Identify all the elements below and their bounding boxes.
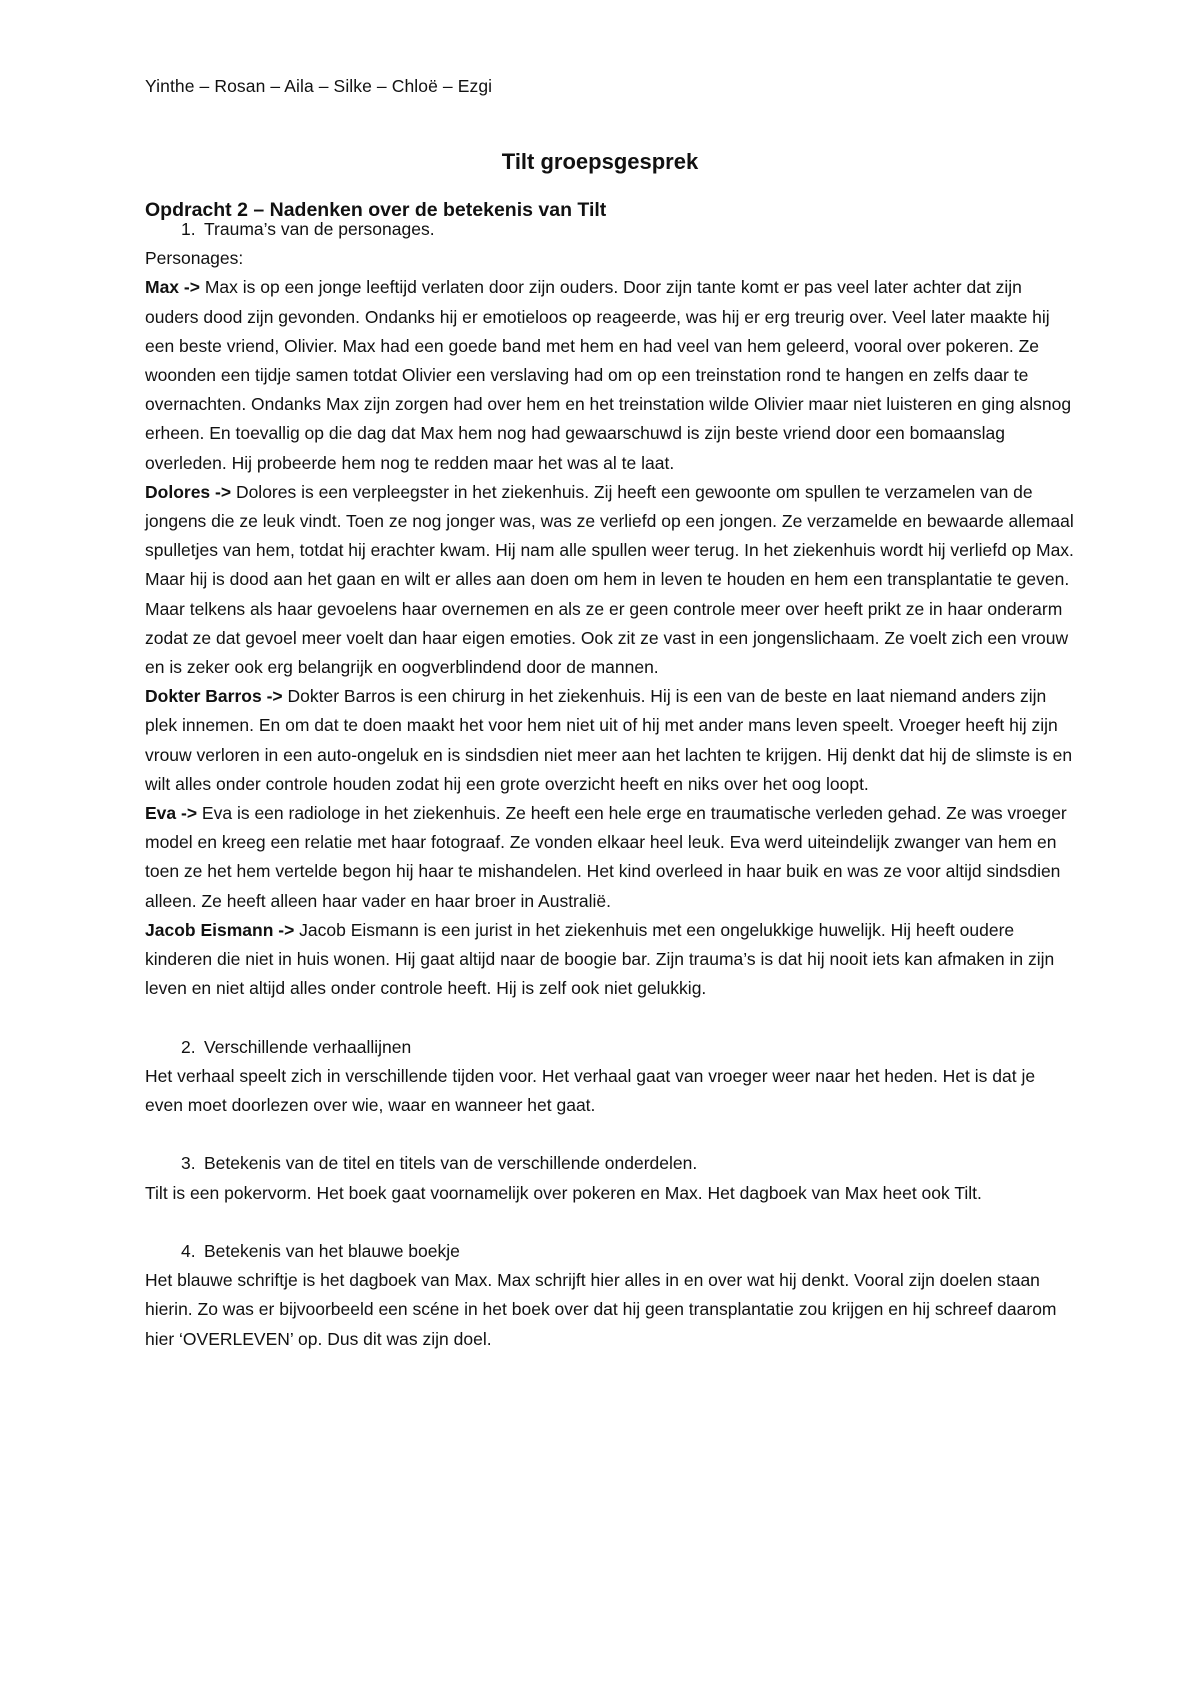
character-name: Max -> (145, 277, 200, 298)
authors-line: Yinthe – Rosan – Aila – Silke – Chloë – Ezgi (145, 76, 493, 96)
character-name: Dokter Barros -> (145, 686, 283, 707)
question-number: 4. (181, 1241, 196, 1262)
character-description: Jacob Eismann is een jurist in het ziekenhuis met een ongelukkige huwelijk. Hij heeft oudere kinderen die niet in huis wonen. Hij gaat altijd naar de boogie bar. Zijn trauma’s is dat hij nooit iets kan afmaken in zijn leven en niet altijd alles onder controle heeft. Hij is zelf ook niet gelukkig. (145, 919, 1055, 999)
document-body (145, 215, 1075, 1354)
question-label: Verschillende verhaallijnen (204, 1036, 412, 1057)
character-eva (145, 799, 1075, 916)
character-max (145, 273, 1075, 477)
answer-2: Het verhaal speelt zich in verschillende tijden voor. Het verhaal gaat van vroeger weer naar het heden. Het is dat je even moet doorlezen over wie, waar en wanneer het gaat. (145, 1065, 1036, 1116)
document-title: Tilt groepsgesprek (501, 149, 699, 174)
question-2 (145, 1033, 1075, 1062)
character-name: Jacob Eismann -> (145, 919, 295, 940)
characters-label: Personages: (145, 248, 244, 269)
question-label: Betekenis van de titel en titels van de verschillende onderdelen. (204, 1153, 698, 1174)
assignment-heading: Opdracht 2 – Nadenken over de betekenis van Tilt (145, 199, 607, 221)
character-name: Eva -> (145, 803, 198, 824)
spacer (145, 1208, 1075, 1237)
answer-3: Tilt is een pokervorm. Het boek gaat voornamelijk over pokeren en Max. Het dagboek van Max heet ook Tilt. (145, 1182, 982, 1203)
character-dokter-barros (145, 682, 1075, 799)
question-label: Betekenis van het blauwe boekje (204, 1241, 460, 1262)
spacer (145, 1120, 1075, 1149)
character-description: Dokter Barros is een chirurg in het ziekenhuis. Hij is een van de beste en laat niemand anders zijn plek innemen. En om dat te doen maakt het voor hem niet uit of hij met ander mans leven speelt. Vroeger heeft hij zijn vrouw verloren in een auto-ongeluk en is sindsdien niet meer aan het lachten te krijgen. Hij denkt dat hij de slimste is en wilt alles onder controle houden zodat hij een grote overzicht heeft en niks over het oog loopt. (145, 686, 1073, 794)
character-dolores (145, 478, 1075, 682)
spacer (145, 1003, 1075, 1032)
question-1 (145, 215, 1075, 244)
question-number: 2. (181, 1036, 196, 1057)
question-number: 3. (181, 1153, 196, 1174)
character-name: Dolores -> (145, 481, 232, 502)
question-4 (145, 1237, 1075, 1266)
character-jacob-eismann (145, 916, 1075, 1004)
question-3 (145, 1149, 1075, 1178)
question-label: Trauma’s van de personages. (204, 219, 435, 239)
character-description: Max is op een jonge leeftijd verlaten door zijn ouders. Door zijn tante komt er pas veel later achter dat zijn ouders dood zijn gevonden. Ondanks hij er emotieloos op reageerde, was hij er erg treurig over. Veel later maakte hij een beste vriend, Olivier. Max had een goede band met hem en had veel van hem geleerd, vooral over pokeren. Ze woonden een tijdje samen totdat Olivier een verslaving had om op een treinstation rond te hangen en zelfs daar te overnachten. Ondanks Max zijn zorgen had over hem en het treinstation wilde Olivier maar niet luisteren en ging alsnog erheen. En toevallig op die dag dat Max hem nog had gewaarschuwd is zijn beste vriend door een bomaanslag overleden. Hij probeerde hem nog te redden maar het was al te laat. (145, 277, 1072, 473)
question-number: 1. (181, 219, 196, 239)
answer-4: Het blauwe schriftje is het dagboek van Max. Max schrijft hier alles in en over wat hij denkt. Vooral zijn doelen staan hierin. Zo was er bijvoorbeeld een scéne in het boek over dat hij geen transplantatie zou krijgen en hij schreef daarom hier ‘OVERLEVEN’ op. Dus dit was zijn doel. (145, 1270, 1057, 1349)
character-description: Eva is een radiologe in het ziekenhuis. Ze heeft een hele erge en traumatische verleden gehad. Ze was vroeger model en kreeg een relatie met haar fotograaf. Ze vonden elkaar heel leuk. Eva werd uiteindelijk zwanger van hem en toen ze het hem vertelde begon hij haar te mishandelen. Het kind overleed in haar buik en was ze voor altijd sindsdien alleen. Ze heeft alleen haar vader en haar broer in Australië. (145, 803, 1067, 911)
character-description: Dolores is een verpleegster in het ziekenhuis. Zij heeft een gewoonte om spullen te verzamelen van de jongens die ze leuk vindt. Toen ze nog jonger was, was ze verliefd op een jongen. Ze verzamelde en bewaarde allemaal spulletjes van hem, totdat hij erachter kwam. Hij nam alle spullen weer terug. In het ziekenhuis wordt hij verliefd op Max. Maar hij is dood aan het gaan en wilt er alles aan doen om hem in leven te houden en hem een transplantatie te geven. Maar telkens als haar gevoelens haar overnemen en als ze er geen controle meer over heeft prikt ze in haar onderarm zodat ze dat gevoel meer voelt dan haar eigen emoties. Ook zit ze vast in een jongenslichaam. Ze voelt zich een vrouw en is zeker ook erg belangrijk en oogverblindend door de mannen. (145, 481, 1074, 678)
